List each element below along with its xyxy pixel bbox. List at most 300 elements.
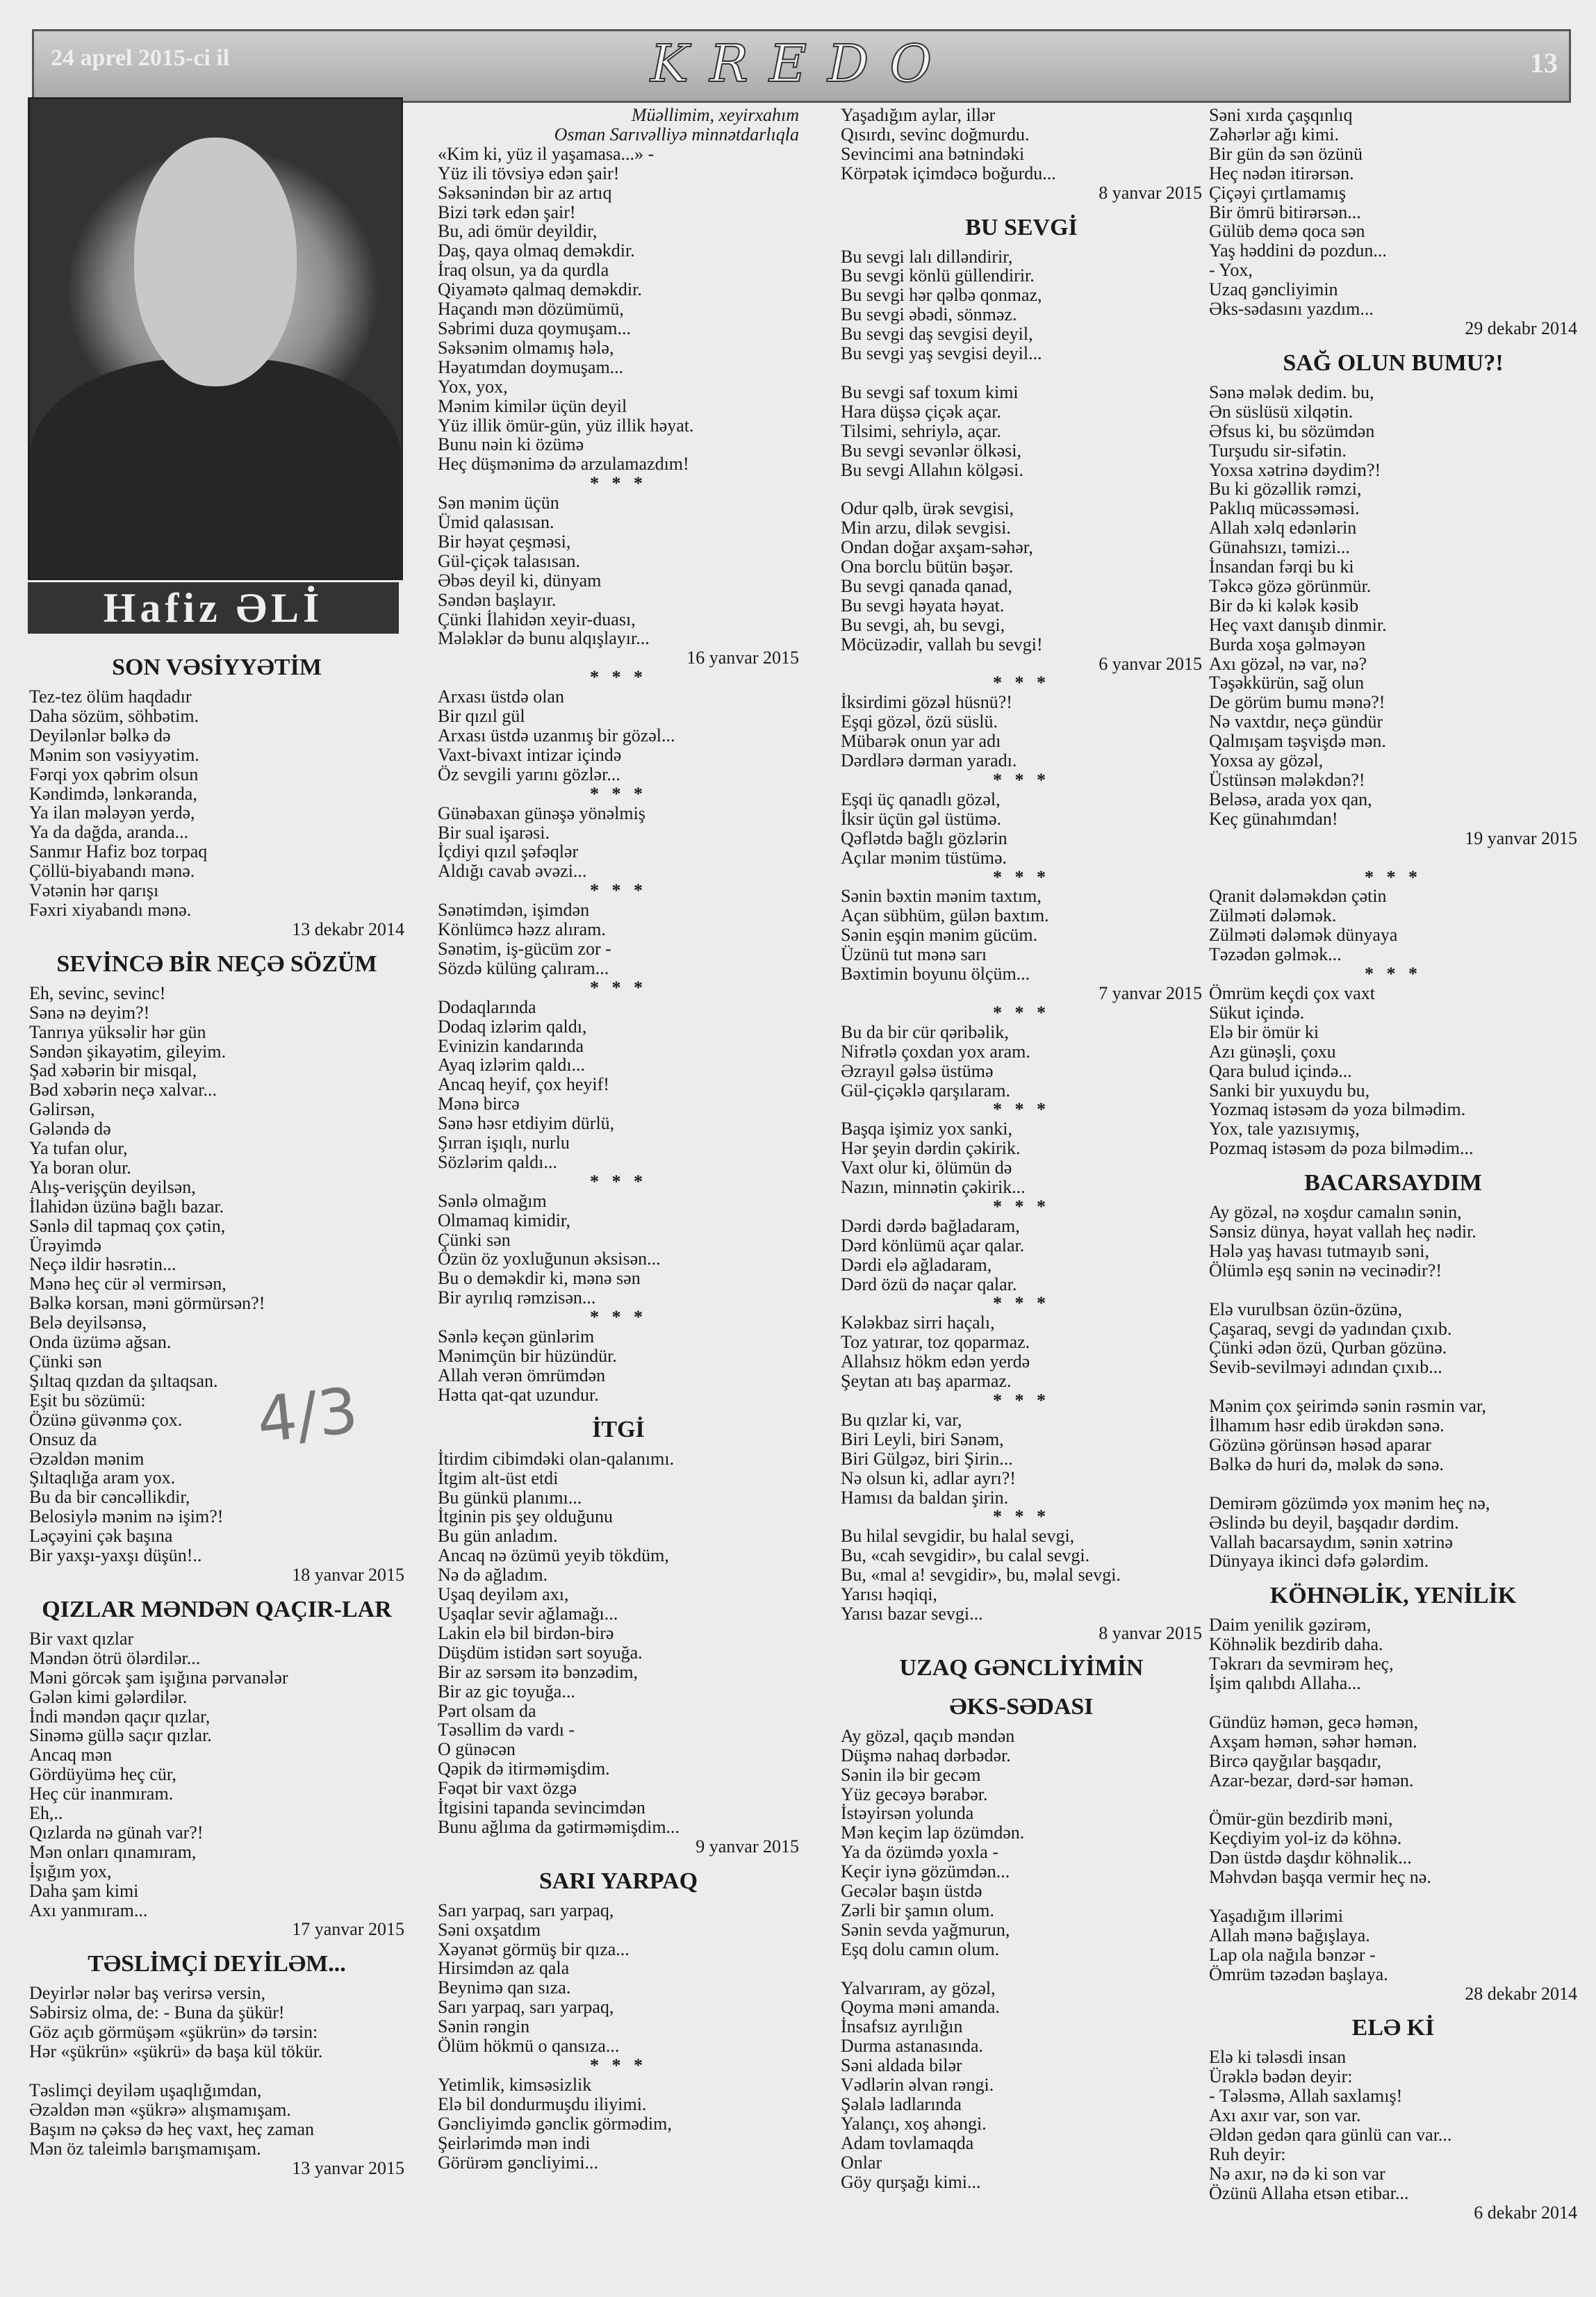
poem-title: UZAQ GƏNCLİYİMİN [899,1654,1144,1681]
poem-line: Eşq dolu camın olum. [841,1938,1000,1959]
poem-line: Sözlərim qaldı... [438,1151,557,1172]
poem-line: Özünə güvənmə çox. [29,1409,183,1430]
stanza-separator: * * * [590,473,647,494]
poem-line: Mənim son vəsiyyətim. [29,744,199,765]
poem-line: Vaxt-bivaxt intizar içində [438,744,622,765]
issue-date: 24 aprel 2015-ci il [51,45,230,71]
poem-line: Ancaq nə özümü yeyib tökdüm, [438,1545,669,1566]
poem-line: Sevib-sevilməyi adından çıxıb... [1209,1357,1442,1378]
poem-line: Məndən ötrü ölərdilər... [29,1647,201,1668]
page-number: 13 [1530,47,1558,79]
poem-line: Keçdiyim yol-iz də köhnə. [1209,1828,1402,1849]
poem-line: Arxası üstdə olan [438,686,564,707]
poem-line: Ruh deyir: [1209,2144,1286,2164]
poem-line: Allah verən ömrümdən [438,1365,606,1385]
poem-line: Mübarək onun yar adı [841,731,1001,752]
poem-line: Evinizin kandarında [438,1035,584,1056]
poem-date: 9 yanvar 2015 [696,1836,799,1856]
poem-date: 8 yanvar 2015 [1099,1622,1202,1643]
poem-line: Bu sevgi lalı dilləndirir, [841,246,1013,267]
poem-line: Mənə bircə [438,1094,520,1114]
poem-line: Qısırdı, sevinc doğmurdu. [841,124,1030,145]
poem-line: Yarısı həqiqi, [841,1584,937,1605]
poem-line: Bir qızıl gül [438,706,525,727]
poem-line: Nə axır, nə də ki son var [1209,2163,1385,2184]
poem-line: Dərdi elə ağladaram, [841,1254,992,1275]
poem-line: İtgisini tapanda sevincimdən [438,1797,645,1818]
poem-line: Hər şeyin dərdin çəkirik. [841,1138,1021,1159]
poem-line: Demirəm gözümdə yox mənim heç nə, [1209,1492,1490,1513]
poem-line: Durma astanasında. [841,2036,984,2057]
poem-line: Yox, tale yazısıymış, [1209,1119,1360,1139]
poem-line: Onsuz da [29,1429,97,1449]
handwritten-note: 4/3 [253,1374,361,1458]
poem-line [1209,1377,1577,1397]
poem-line: Yarısı bazar sevgi... [841,1603,983,1624]
poem-line: Şıltaqlığa aram yox. [29,1467,176,1488]
poem-line: Fəxri xiyabandı mənə. [29,899,192,920]
poem-line: Vallah bacarsaydım, sənin xətrinə [1209,1531,1453,1552]
poem-line: Yoxsa ay gözəl, [1209,750,1324,771]
stanza-separator: * * * [993,1196,1050,1217]
poem-line: Paklıq mücəssəməsi. [1209,498,1360,519]
stanza-separator: * * * [590,1307,647,1328]
poem-line: Təkrarı da sevmirəm heç, [1209,1654,1394,1674]
poem-date: 19 yanvar 2015 [1465,828,1577,848]
poem-line: Daha şam kimi [29,1880,139,1901]
poem-line: Mən öz taleimlə barışmamışam. [29,2138,261,2159]
poem-line: Səbirsiz olma, de: - Buna da şükür! [29,2002,285,2023]
poem-line: Hələ yaş havası tutmayıb səni, [1209,1240,1429,1261]
poem-line: Bir ayrılıq rəmzisən... [438,1287,596,1308]
poem-line: Lap ola nağıla bənzər - [1209,1944,1376,1965]
poem-line: Vaxt olur ki, ölümün də [841,1158,1012,1178]
poem-line: Göy qurşağı kimi... [841,2171,981,2192]
stanza-separator: * * * [590,783,647,804]
poem-line: Bunu nəin ki özümə [438,434,584,455]
poem-line: Uşaq deyiləm axı, [438,1584,569,1605]
poem-line: Hamısı da baldan şirin. [841,1487,1009,1508]
poem-line: Bizi tərk edən şair! [438,201,576,222]
poem-line: Mələklər də bunu alqışlayır... [438,628,650,649]
poem-line: Yox, yox, [438,376,508,397]
author-photo-body [30,358,401,578]
poem-line: Dərdlərə dərman yaradı. [841,750,1017,771]
poem-line: Əbəs deyil ki, dünyam [438,570,602,591]
poem-line: Şırran işıqlı, nurlu [438,1133,570,1153]
poem-line: Təzədən gəlmək... [1209,944,1342,965]
poem-line: Bir həyat çeşməsi, [438,531,571,552]
poem-title: İTGİ [592,1416,645,1442]
poem-line: Sinəmə güllə saçır qızlar. [29,1725,212,1746]
poem-line: Toz yatırar, toz qoparmaz. [841,1332,1030,1353]
poem-line: Ancaq heyif, çox heyif! [438,1074,609,1095]
poem-line: Əzəldən mən «şükrə» alışmamışam. [29,2099,291,2120]
poem-line: Alış-verişçün deyilsən, [29,1176,196,1197]
poem-line: Ömrüm təzədən başlaya. [1209,1963,1388,1984]
poem-title: QIZLAR MƏNDƏN QAÇIR-LAR [42,1596,392,1622]
poem-line: «Kim ki, yüz il yaşamasa...» - [438,143,655,164]
poem-line: Ömrüm keçdi çox vaxt [1209,982,1375,1003]
poem-line: Azar-bezar, dərd-sər həmən. [1209,1770,1414,1790]
poem-line: Səndən şikayətim, gileyim. [29,1041,227,1062]
poem-line: Bu o deməkdir ki, mənə sən [438,1268,641,1289]
poem-line: İtgim alt-üst etdi [438,1467,559,1488]
poem-line: Olmamaq kimidir, [438,1210,571,1230]
poem-line: Yoxsa xətrinə dəydim?! [1209,459,1381,480]
poem-line: Sarı yarpaq, sarı yarpaq, [438,1900,614,1920]
poem-line: Bir gün də sən özünü [1209,143,1363,164]
poem-line: Ömür-gün bezdirib məni, [1209,1809,1393,1829]
poem-line: De görüm bumu mənə?! [1209,692,1385,713]
poem-line: Şıltaq qızdan da şıltaqsan. [29,1370,218,1391]
poem-line: Allah mənə bağışlaya. [1209,1925,1370,1945]
poem-line: Üstünsən mələkdən?! [1209,770,1365,790]
poem-line: Bəlkə korsan, məni görmürsən?! [29,1293,265,1314]
poem-line: Beləsə, arada yox qan, [1209,789,1372,809]
poem-line: Möcüzədir, vallah bu sevgi! [841,634,1043,654]
poem-line [1209,1790,1577,1810]
poem-line: Gəlirsən, [29,1099,95,1120]
poem-line: Səbrimi duza qoymuşam... [438,318,632,338]
poem-line [1209,1693,1577,1713]
poem-line: Təşəkkürün, sağ olun [1209,673,1365,693]
poem-line: Sənlə olmağım [438,1190,547,1211]
poem-line: Ləçəyini çək başına [29,1526,173,1547]
poem-line: Ay gözəl, qaçıb məndən [841,1725,1015,1746]
poem-line: Köhnəlik bezdirib daha. [1209,1634,1383,1655]
poem-line: Bəlkə də huri də, mələk də sənə. [1209,1454,1444,1474]
poem-line: Nifrətlə çoxdan yox aram. [841,1041,1030,1062]
poem-line: Çünki sən [29,1351,102,1372]
poem-line: Sanki bir yuxuydu bu, [1209,1080,1370,1101]
stanza-separator: * * * [993,770,1050,790]
poem-line: Yetimlik, kimsəsizlik [438,2074,592,2095]
poem-line: Dərd özü də naçar qalar. [841,1274,1017,1294]
poem-line: Mənim çox şeirimdə sənin rəsmin var, [1209,1396,1486,1417]
poem-date: 28 dekabr 2014 [1465,1983,1577,2004]
poem-line: Onlar [841,2152,882,2173]
poem-line: Keç günahımdan! [1209,808,1338,829]
poem-line [841,1959,1202,1979]
stanza-separator: * * * [590,2055,647,2075]
poem-line: Tez-tez ölüm haqdadır [29,686,192,707]
poem-line: - Yox, [1209,260,1253,281]
poem-line: İlahidən üzünə bağlı bazar. [29,1196,224,1217]
poem-line: Heç nədən itirərsən. [1209,163,1354,183]
poem-title: ELƏ Kİ [1351,2015,1435,2041]
poem-line: Pərt olsam da [438,1700,536,1721]
poem-line: Qəpik də itirməmişdim. [438,1759,610,1779]
poem-line: Səni aldada bilər [841,2055,962,2076]
poem-line: Odur qəlb, ürək sevgisi, [841,498,1014,519]
poem-line: Bu sevgi, ah, bu sevgi, [841,614,1005,635]
poem-line: Eh, sevinc, sevinc! [29,982,166,1003]
poem-date: 29 dekabr 2014 [1465,318,1577,338]
poem-title: ƏKS-SƏDASI [949,1693,1094,1720]
poem-line: Aldığı cavab əvəzi... [438,861,587,882]
poem-line: Bu sevgi Allahın kölgəsi. [841,459,1023,480]
poem-line: Düşdüm istidən sərt soyuğa. [438,1642,643,1663]
poem-line: Çünki İlahidən xeyir-duası, [438,609,636,629]
poem-line: Səksənindən bir az artıq [438,182,612,203]
poem-line: Xəyanət görmüş bir qıza... [438,1938,630,1959]
poem-line: Burda xoşa gəlməyən [1209,634,1366,654]
poem-line: Ay gözəl, nə xoşdur camalın sənin, [1209,1202,1462,1223]
poem-line: Ölümlə eşq sənin nə vecinədir?! [1209,1260,1442,1281]
stanza-separator: * * * [590,977,647,998]
poem-line: Bu sevgi daş sevgisi deyil, [841,324,1033,345]
poem-line: İnsandan fərqi bu ki [1209,557,1354,577]
poem-line: Gül-çiçək talasısan. [438,550,581,571]
poem-line: Bir ömrü bitirərsən... [1209,201,1361,222]
poem-date: 13 yanvar 2015 [292,2157,404,2178]
poem-line: Tanrıya yüksəlir hər gün [29,1021,206,1042]
poem-line: Mənimçün bir hüzündür. [438,1346,617,1366]
poem-line: Daş, qaya olmaq deməkdir. [438,240,635,261]
poem-title: SON VƏSİYYƏTİM [112,654,322,680]
poem-line: Ya da özümdə yoxla - [841,1842,998,1863]
poem-line: Şad xəbərin bir misqal, [29,1060,197,1081]
poem-line: Ondan doğar axşam-səhər, [841,537,1033,558]
poem-line: Nazın, minnətin çəkirik... [841,1177,1026,1198]
poem-line: O günəcən [438,1739,516,1760]
poem-line: Ölüm hökmü o qansıza... [438,2036,620,2057]
poem-line: Eşqi gözəl, özü süslü. [841,711,998,732]
poem-line: Axşam həmən, səhər həmən. [1209,1731,1417,1752]
poem-line: Lakin elə bil birdən-birə [438,1622,614,1643]
poem-line: Hətta qat-qat uzundur. [438,1384,599,1405]
poem-line: Açan sübhüm, gülən baxtım. [841,905,1049,926]
poem-line: Fərqi yox qəbrim olsun [29,764,199,784]
poem-line: Körpətək içimdəcə boğurdu... [841,163,1056,183]
poem-line: Gülüb demə qoca sən [1209,221,1365,242]
poem-date: 7 yanvar 2015 [1099,982,1202,1003]
poem-line: Gördüyümə heç cür, [29,1764,176,1785]
poem-line: Sanmır Hafiz boz torpaq [29,841,208,862]
poem-line: Axı axır var, son var. [1209,2105,1361,2126]
poem-line: Sarı yarpaq, sarı yarpaq, [438,1997,614,2018]
poem-line: Mənə heç cür əl vermirsən, [29,1274,227,1294]
poem-line: Çünki sən [438,1229,511,1250]
poem-line: Bu ki gözəllik rəmzi, [1209,479,1362,500]
poem-line: Yozmaq istəsəm də yoza bilmədim. [1209,1099,1466,1120]
poem-line: Hər «şükrün» «şükrü» də başa kül tökür. [29,2041,323,2062]
poem-date: 17 yanvar 2015 [292,1919,404,1940]
poem-line: Zülməti dələmək. [1209,905,1337,926]
poem-line: Elə vurulbsan özün-özünə, [1209,1299,1402,1319]
poem-line: İçdiyi qızıl şəfəqlər [438,841,579,862]
poem-line: Başım nə çəksə də heç vaxt, heç zaman [29,2118,315,2139]
poem-line: Səni oxşatdım [438,1919,541,1940]
poem-line: Sükut içində. [1209,1002,1305,1023]
poem-line [1209,1281,1577,1300]
poem-line: Bir sual işarəsi. [438,822,550,843]
poem-line: Nə olsun ki, adlar ayrı?! [841,1467,1016,1488]
poem-line: Gəncliyimdə gəncliк görmədim, [438,2113,672,2134]
poem-line: Əldən gedən qara günlü can var... [1209,2125,1452,2146]
poem-line: Sözdə külüng çalıram... [438,957,609,978]
poem-line [29,2061,404,2081]
poem-line: Bir vaxt qızlar [29,1628,134,1649]
poem-line: Bu, adi ömür deyildir, [438,221,598,242]
poem-line: Özün öz yoxluğunun əksisən... [438,1249,661,1269]
poem-line: Qiyamətə qalmaq deməkdir. [438,279,642,300]
poem-line: Dodaq izlərim qaldı, [438,1016,587,1037]
poem-date: 18 yanvar 2015 [292,1564,404,1585]
poem-line: - Tələsmə, Allah saxlamış! [1209,2086,1403,2107]
poem-line: Daha sözüm, söhbətim. [29,705,199,726]
poem-line: İşığım yox, [29,1861,112,1882]
poem-line: Eh,.. [29,1803,63,1824]
poem-line: Çaşaraq, sevgi də yadından çıxıb. [1209,1318,1452,1339]
poem-line: Öz sevgili yarını gözlər... [438,764,620,784]
poem-line: Qızlarda nə günah var?! [29,1822,204,1843]
poem-line: Ayaq izlərim qaldı... [438,1055,586,1076]
poem-line: Arxası üstdə uzanmış bir gözəl... [438,725,675,746]
stanza-separator: * * * [993,1002,1050,1023]
stanza-separator: * * * [993,1293,1050,1314]
stanza-separator: * * * [1365,964,1422,985]
poem-line: Sevincimi ana bətnindəki [841,143,1025,164]
poem-line: Əzəldən mənim [29,1448,145,1469]
poem-line: Dərdi dərdə bağladaram, [841,1215,1020,1236]
poem-line: Gözünə görünsən həsəd aparar [1209,1435,1431,1455]
poem-line: Əks-sədasını yazdım... [1209,299,1374,320]
poem-line: Min arzu, dilək sevgisi. [841,518,1011,538]
poem-date: 13 dekabr 2014 [292,919,404,939]
poem-line: İksirdimi gözəl hüsnü?! [841,692,1012,713]
poem-line: Deyirlər nələr baş verirsə versin, [29,1983,266,2004]
poem-line: Qara bulud içində... [1209,1060,1352,1081]
poem-line: Mən keçim lap özümdən. [841,1822,1025,1843]
author-photo-head [134,138,297,386]
poem-line: Gündüz həmən, gecə həmən, [1209,1711,1419,1732]
poem-line: Sənin eşqin mənim gücüm. [841,925,1038,946]
poem-line: Çöllü-biyabandı mənə. [29,861,195,882]
poem-line: Eşit bu sözümü: [29,1390,146,1410]
poem-line: Elə bir ömür ki [1209,1021,1319,1042]
poem-line: Bu günkü planımı... [438,1487,582,1508]
poem-line: Dodaqlarında [438,996,536,1017]
poem-line: Turşudu sir-sifətin. [1209,440,1347,461]
poem-line: Ya ilan mələyən yerdə, [29,802,195,823]
poem-line: Gələn kimi gələrdilər. [29,1686,188,1707]
poem-line: Məhvdən başqa vermir heç nə. [1209,1867,1431,1888]
poem-line: Yaşadığım illərimi [1209,1905,1344,1926]
poem-line: Heç cür inanmıram. [29,1784,174,1804]
poem-line: Sənə nə deyim?! [29,1002,150,1023]
poem-line: Sənə mələk dedim. bu, [1209,381,1374,402]
poem-title: BU SEVGİ [965,214,1078,240]
poem-line: Bu sevgi könlü güllendirir. [841,265,1035,286]
poem-line: Sənlə keçən günlərim [438,1326,595,1347]
poem-line: Şeirlərimdə mən indi [438,2132,591,2153]
poem-line: Pozmaq istəsəm də poza bilmədim... [1209,1138,1474,1159]
poem-line: Nə də ağladım. [438,1565,548,1586]
poem-line: Əzrayıl gəlsə üstümə [841,1060,994,1081]
poem-line: Ancaq mən [29,1745,113,1765]
poem-line: Yalvarıram, ay gözəl, [841,1977,996,1998]
poem-line: Bu, «mal a! sevgidir», bu, məlal sevgi. [841,1565,1121,1586]
poem-line: Təslimçi deyiləm uşaqlığımdan, [29,2080,262,2100]
poem-line: Qalmışam təşvişdə mən. [1209,731,1386,752]
poem-line: Bu sevgi sevənlər ölkəsi, [841,440,1021,461]
poem-line: Hara düşsə çiçək açar. [841,401,1001,422]
poem-line: Çiçəyi çırtlamamış [1209,182,1347,203]
poem-line: Bəxtimin boyunu ölçüm... [841,964,1030,985]
poem-line: Vətənin hər qarışı [29,880,159,901]
column-4 [1209,106,1577,2223]
poem-line: Axı gözəl, nə var, nə? [1209,653,1367,674]
poem-line: Yaş həddini də pozdun... [1209,240,1387,261]
poem-line: Sənin sevda yağmurun, [841,1919,1010,1940]
poem-line: Haçandı mən dözümümü, [438,299,624,320]
poem-line: Mənim kimilər üçün deyil [438,395,627,416]
poem-line: Heç vaxt danışıb dinmir. [1209,614,1387,635]
poem-title: KÖHNƏLİK, YENİLİK [1269,1583,1517,1609]
newspaper-title: KREDO [650,34,953,94]
poem-date: 6 dekabr 2014 [1474,2202,1577,2223]
poem-line: Şeytan atı baş aparmaz. [841,1371,1012,1392]
poem-line: İşim qalıbdı Allaha... [1209,1673,1361,1694]
poem-line: Sənin rəngin [438,2016,530,2037]
poem-line: Keçir iynə gözümdən... [841,1861,1010,1882]
poem-line: Biri Leyli, biri Sənəm, [841,1429,1004,1449]
poem-line: Allah xəlq edənlərin [1209,518,1357,538]
stanza-separator: * * * [993,866,1050,887]
poem-line: Kələkbaz sirri haçalı, [841,1312,995,1333]
poem-line: Allahsız hökm edən yerdə [841,1351,1030,1372]
author-photo [28,97,403,580]
stanza-separator: * * * [993,1390,1050,1410]
poem-line: Bu da bir cür qəribəlik, [841,1021,1009,1042]
poem-line: Bu sevgi həyata həyat. [841,595,1005,616]
poem-line: Uzaq gəncliyimin [1209,279,1338,300]
poem-line: Yüz ili tövsiyə edən şair! [438,163,620,183]
poem-line: Ya tufan olur, [29,1138,128,1159]
poem-title: SARI YARPAQ [538,1868,698,1894]
stanza-separator: * * * [590,667,647,688]
poem-line: Göz açıb görmüşəm «şükrün» də tərsin: [29,2022,318,2043]
poem-title: BACARSAYDIM [1304,1170,1482,1196]
poem-line: Bir az gic toyuğa... [438,1681,575,1702]
poem-line: Ona borclu bütün bəşər. [841,557,1014,577]
poem-line: Qranit dələməkdən çətin [1209,886,1387,907]
poem-line: Biri Gülgəz, biri Şirin... [841,1448,1013,1469]
poem-line: Bu sevgi yaş sevgisi deyil... [841,343,1042,364]
poem-line: Bu qızlar ki, var, [841,1409,962,1430]
poem-line: Ürəyimdə [29,1235,101,1255]
poem-line: Bu sevgi saf toxum kimi [841,381,1019,402]
poem-line: Gecələr başın üstdə [841,1881,982,1902]
poem-line: Bu da bir cəncəllikdir, [29,1487,190,1508]
poem-line: Təkcə gözə görünmür. [1209,575,1372,596]
poem-line: Ümid qalasısan. [438,512,554,533]
stanza-separator: * * * [993,673,1050,693]
poem-line: Yaşadığım aylar, illər [841,105,996,125]
poem-line: Düşmə nahaq dərbədər. [841,1745,1011,1765]
poem-line: Vədlərin əlvan rəngi. [841,2075,994,2096]
poem-line: Yalançı, xoş ahəngi. [841,2113,987,2134]
newspaper-header [32,29,1571,103]
poem-line: Açılar mənim tüstümə. [841,847,1007,868]
poem-line: Axı yanmıram... [29,1900,148,1920]
stanza-separator: * * * [993,1099,1050,1120]
poem-line: Şəlalə ladlarında [841,2094,962,2114]
poem-line: Bu hilal sevgidir, bu halal sevgi, [841,1526,1075,1547]
poem-line: Beynimə qan sıza. [438,1977,571,1998]
